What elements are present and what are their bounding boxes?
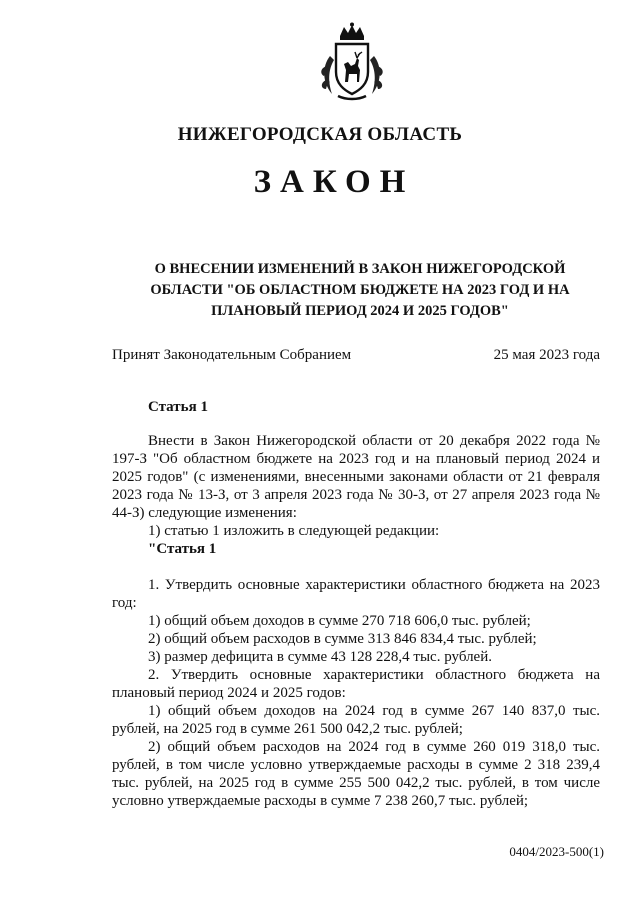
clause-2: 2. Утвердить основные характеристики областного бюджета на плановый период 2024 и 2025 годов:	[112, 667, 600, 701]
clause-1: 1. Утвердить основные характеристики областного бюджета на 2023 год:	[112, 577, 600, 611]
clause-1-3: 3) размер дефицита в сумме 43 128 228,4 тыс. рублей.	[148, 649, 492, 665]
item-1: 1) статью 1 изложить в следующей редакции:	[148, 523, 440, 539]
document-code: 0404/2023-500(1)	[509, 844, 604, 859]
article-heading: Статья 1	[148, 399, 208, 415]
clause-2-2: 2) общий объем расходов на 2024 год в сумме 260 019 318,0 тыс. рублей, в том числе условно утверждаемые расходы в сумме 2 318 239,4 тыс. рублей, на 2025 год в сумме 255 500 042,2 тыс. рублей, в том числе условно утверждаемые расходы в сумме 7 238 260,7 тыс. рублей;	[112, 739, 600, 809]
law-title: ЗАКОН	[253, 164, 415, 200]
quoted-article-heading: "Статья 1	[148, 541, 217, 557]
adopted-by: Принят Законодательным Собранием	[112, 347, 352, 363]
clause-2-1: 1) общий объем доходов на 2024 год в сумме 267 140 837,0 тыс. рублей, на 2025 год в сумме 261 500 042,2 тыс. рублей;	[112, 703, 600, 737]
coat-of-arms-icon	[318, 22, 386, 102]
adoption-line	[112, 347, 600, 364]
law-subject: О ВНЕСЕНИИ ИЗМЕНЕНИЙ В ЗАКОН НИЖЕГОРОДСКОЙ ОБЛАСТИ "ОБ ОБЛАСТНОМ БЮДЖЕТЕ НА 2023 ГОД И НА ПЛАНОВЫЙ ПЕРИОД 2024 И 2025 ГОДОВ"	[150, 261, 570, 319]
law-body	[112, 398, 600, 810]
clause-1-1: 1) общий объем доходов в сумме 270 718 606,0 тыс. рублей;	[148, 613, 531, 629]
spacer	[112, 558, 600, 576]
article-intro: Внести в Закон Нижегородской области от 20 декабря 2022 года № 197-З "Об областном бюджете на 2023 год и на плановый период 2024 и 2025 годов" (с изменениями, внесенными законами области от 21 февраля 2023 года № 13-З, от 3 апреля 2023 года № 30-З, от 27 апреля 2023 года № 44-З) следующие изменения:	[112, 433, 600, 521]
clause-1-2: 2) общий объем расходов в сумме 313 846 834,4 тыс. рублей;	[148, 631, 537, 647]
adoption-date: 25 мая 2023 года	[493, 347, 600, 363]
region-name: НИЖЕГОРОДСКАЯ ОБЛАСТЬ	[177, 124, 463, 145]
